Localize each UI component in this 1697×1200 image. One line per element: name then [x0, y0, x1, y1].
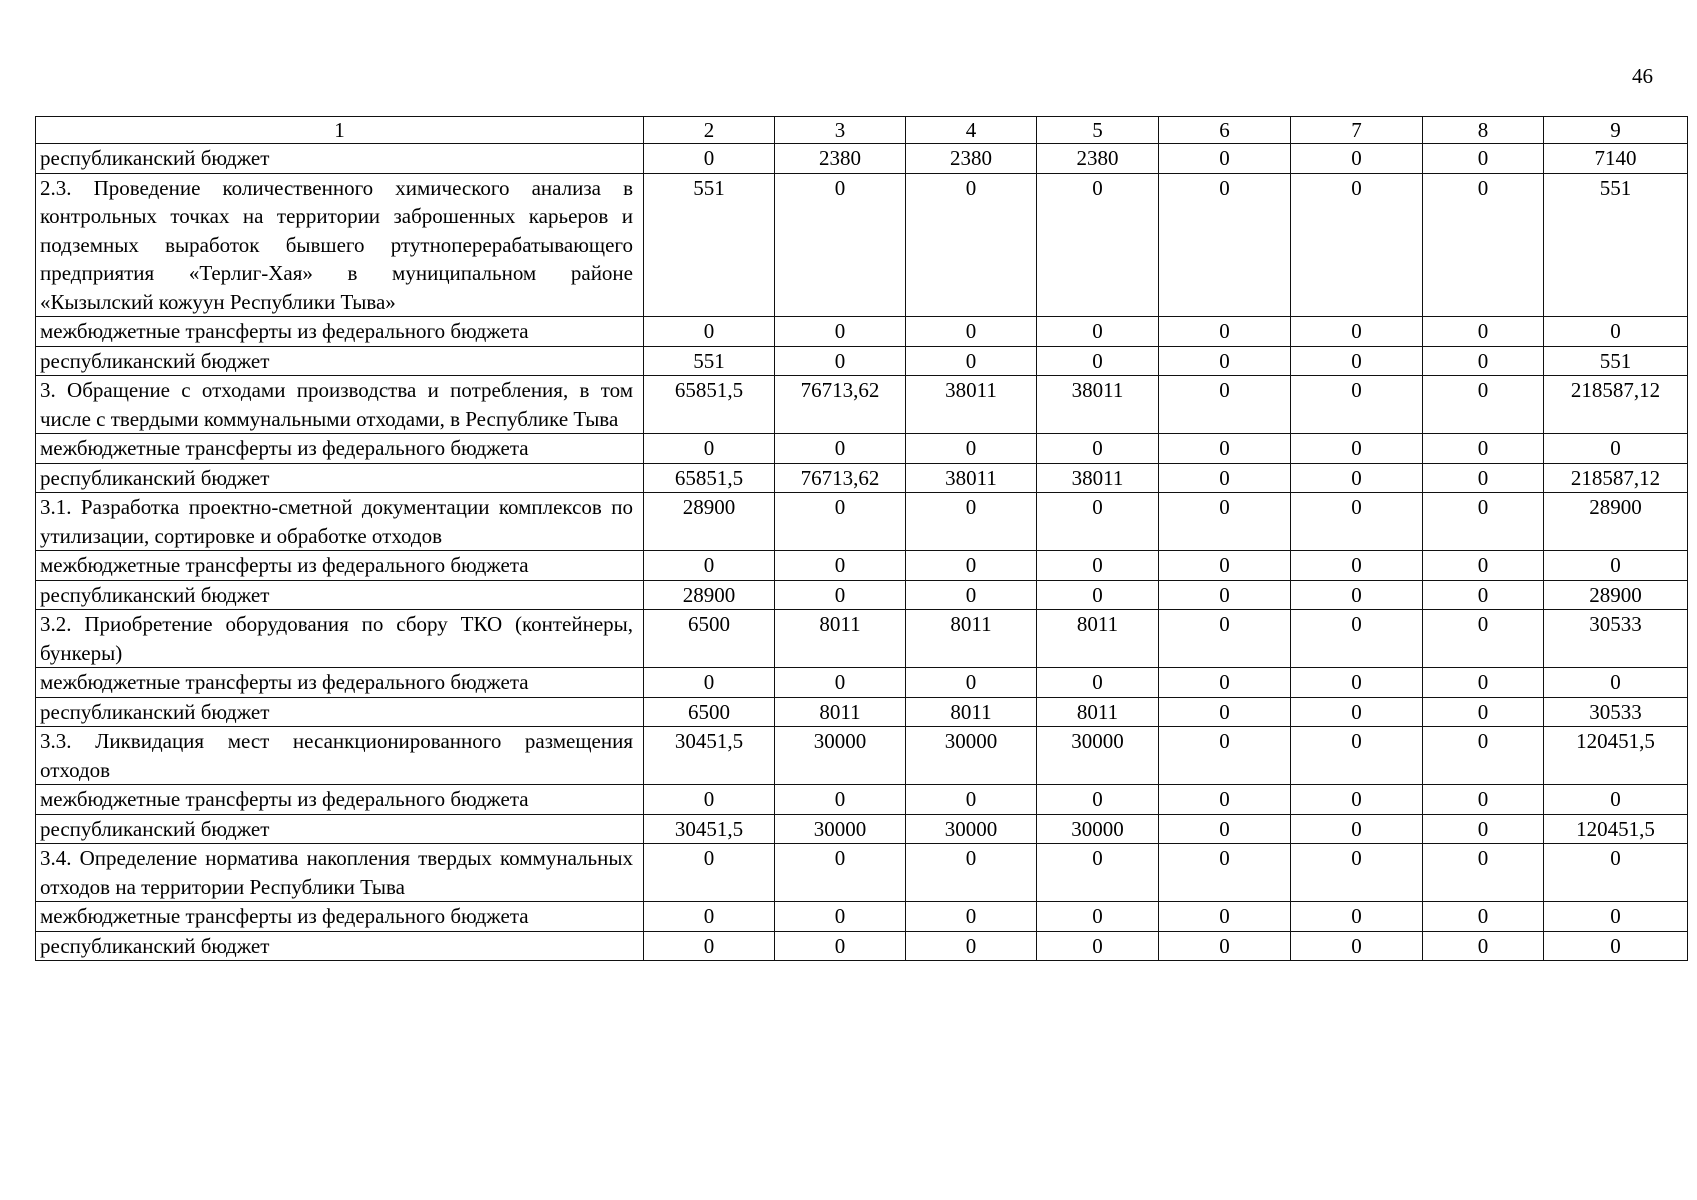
column-header: 6: [1159, 117, 1291, 144]
value-cell: 120451,5: [1544, 814, 1688, 844]
value-cell: 0: [1544, 844, 1688, 902]
value-cell: 30451,5: [644, 814, 775, 844]
value-cell: 30000: [906, 727, 1037, 785]
table-row: [36, 580, 1688, 610]
value-cell: 0: [644, 551, 775, 581]
value-cell: 0: [906, 844, 1037, 902]
row-label: межбюджетные трансферты из федерального бюджета: [36, 902, 644, 932]
value-cell: 0: [775, 346, 906, 376]
row-label: межбюджетные трансферты из федерального бюджета: [36, 785, 644, 815]
value-cell: 0: [1037, 551, 1159, 581]
table-row: [36, 463, 1688, 493]
value-cell: 0: [1159, 376, 1291, 434]
value-cell: 0: [1291, 844, 1423, 902]
row-label: 3. Обращение с отходами производства и потребления, в том числе с твердыми коммунальными отходами, в Республике Тыва: [36, 376, 644, 434]
column-header: 5: [1037, 117, 1159, 144]
column-header: 9: [1544, 117, 1688, 144]
value-cell: 0: [644, 434, 775, 464]
budget-table: [35, 116, 1688, 961]
value-cell: 551: [1544, 173, 1688, 317]
value-cell: 2380: [906, 144, 1037, 174]
table-row: [36, 346, 1688, 376]
table-row: [36, 814, 1688, 844]
value-cell: 0: [1291, 173, 1423, 317]
value-cell: 0: [906, 668, 1037, 698]
value-cell: 0: [1291, 317, 1423, 347]
value-cell: 30000: [775, 727, 906, 785]
row-label: межбюджетные трансферты из федерального бюджета: [36, 434, 644, 464]
value-cell: 0: [1159, 610, 1291, 668]
value-cell: 0: [775, 551, 906, 581]
value-cell: 0: [1423, 493, 1544, 551]
row-label: 2.3. Проведение количественного химического анализа в контрольных точках на территории заброшенных карьеров и подземных выработок бывшего ртутноперерабатывающего предприятия «Терлиг-Хая» в муниципальном районе «Кызылский кожуун Республики Тыва»: [36, 173, 644, 317]
value-cell: 6500: [644, 697, 775, 727]
value-cell: 0: [1291, 580, 1423, 610]
value-cell: 30000: [1037, 727, 1159, 785]
row-label: 3.4. Определение норматива накопления твердых коммунальных отходов на территории Республики Тыва: [36, 844, 644, 902]
value-cell: 0: [644, 144, 775, 174]
value-cell: 0: [1423, 610, 1544, 668]
value-cell: 0: [1423, 697, 1544, 727]
value-cell: 0: [1291, 727, 1423, 785]
row-label: межбюджетные трансферты из федерального бюджета: [36, 317, 644, 347]
row-label: республиканский бюджет: [36, 814, 644, 844]
value-cell: 0: [1159, 902, 1291, 932]
value-cell: 0: [1037, 493, 1159, 551]
value-cell: 0: [906, 346, 1037, 376]
row-label: межбюджетные трансферты из федерального бюджета: [36, 551, 644, 581]
value-cell: 0: [1159, 580, 1291, 610]
value-cell: 0: [1423, 173, 1544, 317]
row-label: межбюджетные трансферты из федерального бюджета: [36, 668, 644, 698]
value-cell: 0: [1159, 697, 1291, 727]
row-label: республиканский бюджет: [36, 580, 644, 610]
value-cell: 0: [1159, 727, 1291, 785]
value-cell: 0: [906, 173, 1037, 317]
value-cell: 551: [644, 173, 775, 317]
value-cell: 0: [1159, 346, 1291, 376]
value-cell: 30533: [1544, 697, 1688, 727]
value-cell: 0: [1423, 785, 1544, 815]
table-body: [36, 117, 1688, 961]
value-cell: 218587,12: [1544, 376, 1688, 434]
value-cell: 0: [1291, 346, 1423, 376]
value-cell: 0: [1423, 580, 1544, 610]
value-cell: 0: [644, 931, 775, 961]
value-cell: 0: [1544, 931, 1688, 961]
value-cell: 0: [1159, 931, 1291, 961]
value-cell: 0: [906, 902, 1037, 932]
value-cell: 30451,5: [644, 727, 775, 785]
value-cell: 0: [1544, 551, 1688, 581]
value-cell: 0: [906, 580, 1037, 610]
value-cell: 0: [1291, 463, 1423, 493]
value-cell: 0: [1291, 376, 1423, 434]
value-cell: 8011: [906, 697, 1037, 727]
value-cell: 0: [775, 434, 906, 464]
value-cell: 0: [1423, 376, 1544, 434]
value-cell: 0: [1037, 931, 1159, 961]
row-label: 3.2. Приобретение оборудования по сбору ТКО (контейнеры, бункеры): [36, 610, 644, 668]
value-cell: 38011: [1037, 463, 1159, 493]
value-cell: 0: [644, 844, 775, 902]
value-cell: 120451,5: [1544, 727, 1688, 785]
value-cell: 0: [775, 785, 906, 815]
value-cell: 0: [1159, 785, 1291, 815]
value-cell: 0: [1037, 434, 1159, 464]
value-cell: 0: [1423, 902, 1544, 932]
table-row: [36, 785, 1688, 815]
column-header: 3: [775, 117, 906, 144]
value-cell: 65851,5: [644, 463, 775, 493]
row-label: республиканский бюджет: [36, 144, 644, 174]
value-cell: 0: [775, 668, 906, 698]
row-label: республиканский бюджет: [36, 463, 644, 493]
value-cell: 0: [906, 493, 1037, 551]
column-header: 8: [1423, 117, 1544, 144]
table-row: [36, 610, 1688, 668]
value-cell: 0: [775, 493, 906, 551]
value-cell: 30533: [1544, 610, 1688, 668]
table-row: [36, 902, 1688, 932]
table-row: [36, 727, 1688, 785]
table-row: [36, 551, 1688, 581]
value-cell: 30000: [1037, 814, 1159, 844]
value-cell: 0: [1159, 493, 1291, 551]
column-header: 1: [36, 117, 644, 144]
value-cell: 0: [1159, 144, 1291, 174]
value-cell: 0: [1291, 493, 1423, 551]
value-cell: 0: [1423, 551, 1544, 581]
value-cell: 7140: [1544, 144, 1688, 174]
value-cell: 0: [775, 173, 906, 317]
value-cell: 0: [1423, 844, 1544, 902]
value-cell: 0: [1037, 668, 1159, 698]
value-cell: 0: [1037, 844, 1159, 902]
table-row: [36, 376, 1688, 434]
value-cell: 28900: [644, 493, 775, 551]
value-cell: 0: [906, 317, 1037, 347]
value-cell: 0: [1159, 434, 1291, 464]
page-number: 46: [1632, 64, 1653, 88]
value-cell: 0: [1423, 463, 1544, 493]
value-cell: 0: [1037, 902, 1159, 932]
value-cell: 0: [775, 317, 906, 347]
value-cell: 0: [1037, 317, 1159, 347]
value-cell: 0: [1291, 785, 1423, 815]
value-cell: 0: [1291, 697, 1423, 727]
value-cell: 28900: [644, 580, 775, 610]
table-row: [36, 173, 1688, 317]
value-cell: 8011: [1037, 697, 1159, 727]
value-cell: 0: [1544, 317, 1688, 347]
value-cell: 0: [1291, 902, 1423, 932]
value-cell: 0: [1423, 814, 1544, 844]
table-row: [36, 844, 1688, 902]
value-cell: 0: [1159, 814, 1291, 844]
value-cell: 0: [1037, 785, 1159, 815]
table-row: [36, 931, 1688, 961]
table-row: [36, 144, 1688, 174]
table-row: [36, 668, 1688, 698]
value-cell: 0: [1423, 317, 1544, 347]
value-cell: 0: [1544, 785, 1688, 815]
value-cell: 218587,12: [1544, 463, 1688, 493]
value-cell: 0: [1291, 814, 1423, 844]
value-cell: 8011: [906, 610, 1037, 668]
value-cell: 0: [1423, 727, 1544, 785]
table-row: [36, 697, 1688, 727]
value-cell: 0: [775, 844, 906, 902]
value-cell: 30000: [906, 814, 1037, 844]
value-cell: 0: [1291, 931, 1423, 961]
row-label: республиканский бюджет: [36, 697, 644, 727]
value-cell: 38011: [1037, 376, 1159, 434]
value-cell: 30000: [775, 814, 906, 844]
row-label: республиканский бюджет: [36, 931, 644, 961]
value-cell: 0: [906, 931, 1037, 961]
value-cell: 0: [1423, 668, 1544, 698]
row-label: 3.1. Разработка проектно-сметной документации комплексов по утилизации, сортировке и обработке отходов: [36, 493, 644, 551]
value-cell: 0: [1291, 434, 1423, 464]
value-cell: 0: [906, 434, 1037, 464]
table-header-row: [36, 117, 1688, 144]
value-cell: 0: [1544, 668, 1688, 698]
value-cell: 0: [1291, 668, 1423, 698]
value-cell: 8011: [775, 697, 906, 727]
column-header: 4: [906, 117, 1037, 144]
value-cell: 2380: [775, 144, 906, 174]
row-label: республиканский бюджет: [36, 346, 644, 376]
value-cell: 0: [644, 668, 775, 698]
value-cell: 551: [644, 346, 775, 376]
column-header: 2: [644, 117, 775, 144]
value-cell: 0: [1159, 844, 1291, 902]
column-header: 7: [1291, 117, 1423, 144]
value-cell: 0: [1423, 434, 1544, 464]
value-cell: 0: [906, 785, 1037, 815]
value-cell: 0: [906, 551, 1037, 581]
table-row: [36, 317, 1688, 347]
value-cell: 0: [644, 317, 775, 347]
value-cell: 0: [1037, 346, 1159, 376]
value-cell: 76713,62: [775, 463, 906, 493]
value-cell: 0: [1037, 580, 1159, 610]
value-cell: 8011: [1037, 610, 1159, 668]
value-cell: 0: [1423, 144, 1544, 174]
value-cell: 0: [1159, 173, 1291, 317]
value-cell: 0: [1544, 902, 1688, 932]
value-cell: 38011: [906, 376, 1037, 434]
row-label: 3.3. Ликвидация мест несанкционированного размещения отходов: [36, 727, 644, 785]
value-cell: 551: [1544, 346, 1688, 376]
value-cell: 0: [775, 931, 906, 961]
value-cell: 0: [1291, 144, 1423, 174]
value-cell: 0: [1291, 610, 1423, 668]
table-row: [36, 434, 1688, 464]
value-cell: 0: [644, 785, 775, 815]
value-cell: 8011: [775, 610, 906, 668]
value-cell: 0: [775, 580, 906, 610]
value-cell: 0: [1291, 551, 1423, 581]
value-cell: 28900: [1544, 493, 1688, 551]
value-cell: 38011: [906, 463, 1037, 493]
value-cell: 0: [775, 902, 906, 932]
value-cell: 6500: [644, 610, 775, 668]
value-cell: 76713,62: [775, 376, 906, 434]
value-cell: 0: [1423, 931, 1544, 961]
value-cell: 28900: [1544, 580, 1688, 610]
value-cell: 0: [1159, 317, 1291, 347]
value-cell: 0: [1159, 551, 1291, 581]
table-row: [36, 493, 1688, 551]
value-cell: 0: [1159, 668, 1291, 698]
value-cell: 0: [644, 902, 775, 932]
value-cell: 0: [1423, 346, 1544, 376]
value-cell: 0: [1037, 173, 1159, 317]
value-cell: 2380: [1037, 144, 1159, 174]
value-cell: 65851,5: [644, 376, 775, 434]
value-cell: 0: [1159, 463, 1291, 493]
value-cell: 0: [1544, 434, 1688, 464]
